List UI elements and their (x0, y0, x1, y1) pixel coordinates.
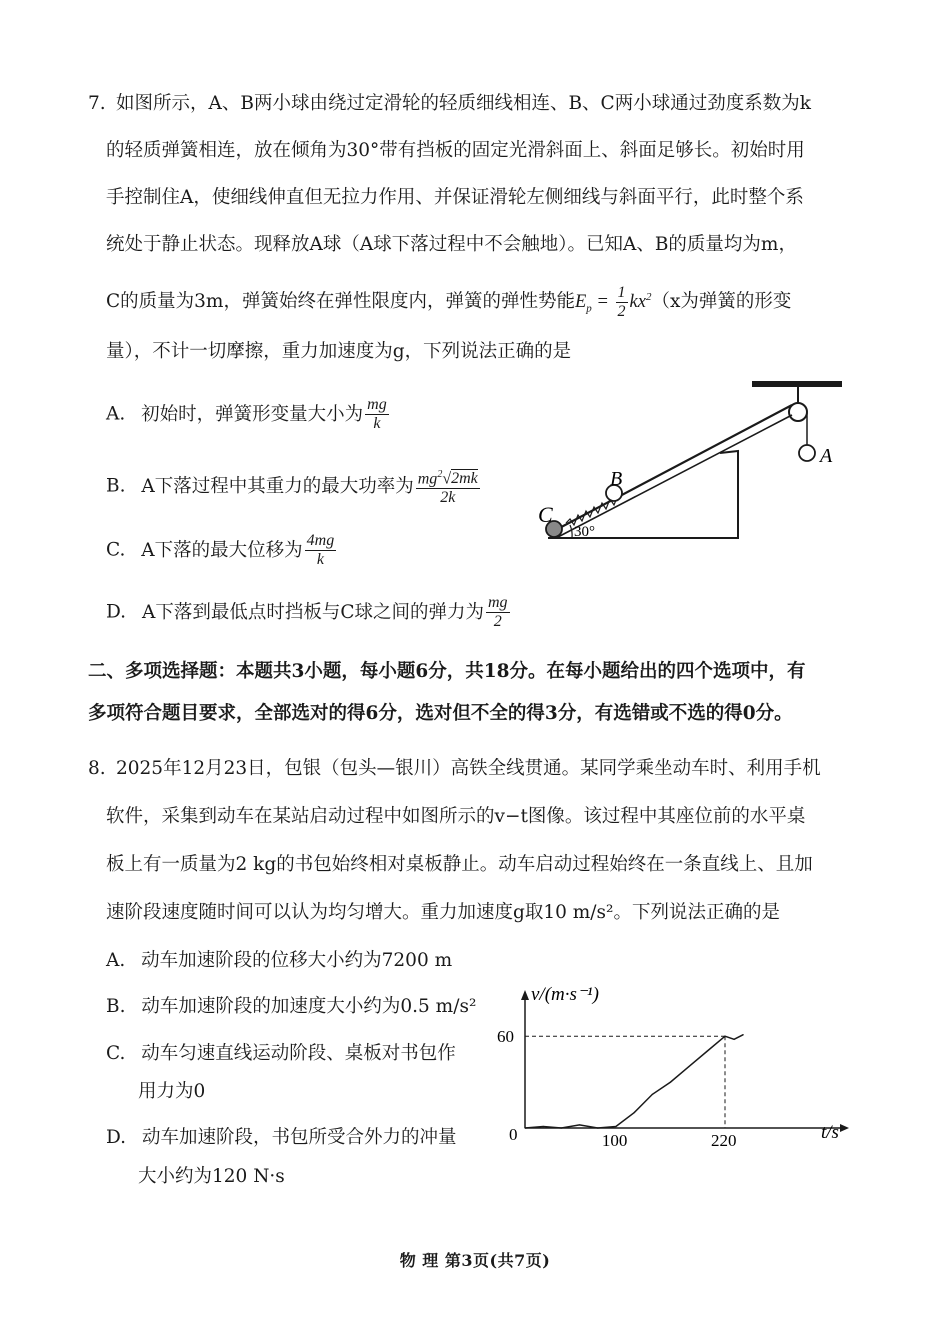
data-point (633, 1112, 634, 1113)
q7-stem-line-6: 量），不计一切摩擦，重力加速度为g，下列说法正确的是 (106, 341, 572, 362)
frac-den: k (373, 415, 381, 432)
label-c: C (538, 502, 553, 527)
option-text: 动车匀速直线运动阶段、桌板对书包作 (141, 1043, 456, 1064)
option-label: A. (106, 403, 126, 425)
ep-equals: = (591, 291, 614, 312)
data-point (561, 1127, 562, 1128)
series-line-v (525, 1035, 743, 1128)
x-axis-arrow-icon (840, 1124, 849, 1132)
ep-kx: kx (629, 291, 646, 312)
option-text: 初始时，弹簧形变量大小为 (141, 403, 364, 425)
q8-option-b[interactable] (106, 995, 476, 1019)
option-label: C. (106, 1043, 126, 1064)
incline-top-line (550, 405, 792, 533)
frac-num: 4mg (306, 532, 335, 549)
q7-stem-line-3: 手控制住A，使细线伸直但无拉力作用、并保证滑轮左侧细线与斜面平行，此时整个系 (106, 187, 804, 208)
frac-num: mg (367, 396, 387, 413)
q7-stem-line-5 (106, 284, 791, 321)
data-point (670, 1082, 671, 1083)
angle-arc (570, 525, 572, 538)
q8-option-d[interactable] (106, 1126, 456, 1150)
q8-stem-line-1: 2025年12月23日，包银（包头—银川）高铁全线贯通。某同学乘坐动车时、利用手机 (116, 758, 821, 779)
data-point (543, 1126, 544, 1127)
q8-vt-chart (495, 978, 855, 1153)
frac-num: mg (417, 470, 438, 488)
frac-den: 2k (440, 489, 456, 507)
q7-stem-line-4: 统处于静止状态。现释放A球（A球下落过程中不会触地）。已知A、B的质量均为m， (106, 234, 797, 255)
option-label: C. (106, 539, 126, 561)
section2-line-2: 多项符合题目要求，全部选对的得6分，选对但不全的得3分，有选错或不选的得0分。 (88, 703, 793, 724)
q8-option-d-line-2: 大小约为120 N·s (138, 1166, 285, 1187)
ep-formula (574, 284, 652, 320)
q7-stem-line-5-tail: （x为弹簧的形变 (651, 290, 792, 312)
page-footer: 物 理 第3页(共7页) (399, 1251, 551, 1270)
incline-string (558, 415, 792, 537)
ep-subscript: p (586, 302, 592, 315)
q7-option-c[interactable] (106, 532, 338, 569)
data-point (724, 1036, 725, 1037)
y-tick-label: 60 (497, 1027, 514, 1047)
ep-symbol: E (574, 291, 587, 312)
option-text: 动车加速阶段的加速度大小约为0.5 m/s² (141, 996, 477, 1017)
option-label: A. (106, 950, 126, 971)
ep-frac-den: 2 (617, 303, 626, 320)
q8-stem-line-4: 速阶段速度随时间可以认为均匀增大。重力加速度g取10 m/s²。下列说法正确的是 (106, 902, 780, 923)
x-tick-label: 100 (601, 1131, 628, 1150)
q8-number: 8. (88, 758, 106, 779)
x-axis-label: t/s (821, 1122, 839, 1143)
data-point (733, 1039, 734, 1040)
q7-stem-line-5-text: C的质量为3m，弹簧始终在弹性限度内，弹簧的弹性势能 (106, 290, 575, 312)
ball-a (799, 445, 815, 461)
option-label: B. (106, 475, 126, 497)
data-point (524, 1127, 525, 1128)
data-point (579, 1124, 580, 1125)
x-tick-label: 220 (711, 1131, 737, 1150)
q7-option-d[interactable] (106, 594, 512, 631)
frac-num-power: 2 (437, 469, 443, 480)
option-text: A下落的最大位移为 (141, 539, 303, 561)
q7-stem-line-2: 的轻质弹簧相连，放在倾角为30°带有挡板的固定光滑斜面上、斜面足够长。初始时用 (106, 140, 805, 161)
data-point (652, 1094, 653, 1095)
option-text: A下落到最低点时挡板与C球之间的弹力为 (141, 601, 484, 623)
section2-line-1: 二、多项选择题：本题共3小题，每小题6分，共18分。在每小题给出的四个选项中，有 (88, 661, 806, 682)
frac-num: mg (487, 594, 508, 611)
q7-option-b[interactable]: B. A下落过程中其重力的最大功率为 $\frac{mg^2√2mk}{2k}$ (106, 466, 482, 507)
q8-stem-line-3: 板上有一质量为2 kg的书包始终相对桌板静止。动车启动过程始终在一条直线上、且加 (106, 854, 813, 875)
q8-option-c-line-2: 用力为0 (138, 1081, 206, 1102)
q7-option-a[interactable] (106, 396, 391, 433)
frac-den: k (316, 551, 324, 568)
data-point (615, 1126, 616, 1127)
option-text: 动车加速阶段的位移大小约为7200 m (141, 950, 453, 971)
label-b: B (610, 468, 623, 490)
series-group (524, 1034, 743, 1128)
label-a: A (820, 445, 833, 467)
option-text: 动车加速阶段，书包所受合外力的冲量 (141, 1127, 457, 1148)
option-label: D. (106, 1127, 127, 1148)
option-label: D. (106, 601, 127, 623)
origin-label: 0 (509, 1125, 518, 1144)
ceiling-bar (752, 381, 842, 387)
option-label: B. (106, 996, 126, 1017)
q7-stem-line-1: 如图所示，A、B两小球由绕过定滑轮的轻质细线相连、B、C两小球通过劲度系数为k (116, 93, 811, 114)
q7-number: 7. (88, 93, 106, 114)
angle-label: 30° (574, 524, 595, 540)
ep-power: 2 (645, 290, 652, 303)
data-point (597, 1127, 598, 1128)
data-point (743, 1034, 744, 1035)
q8-stem-line-2: 软件，采集到动车在某站启动过程中如图所示的v−t图像。该过程中其座位前的水平桌 (106, 806, 806, 827)
y-axis-label: v/(m·s⁻¹) (531, 984, 599, 1005)
frac-den: 2 (493, 613, 502, 630)
y-axis-arrow-icon (521, 990, 529, 1000)
tick-group (497, 1027, 737, 1150)
data-point (706, 1051, 707, 1052)
data-point (688, 1066, 689, 1067)
sqrt-content: 2mk (451, 470, 478, 488)
q8-option-c[interactable] (106, 1042, 456, 1066)
q8-option-a[interactable] (106, 949, 452, 973)
q7-incline-figure (530, 375, 850, 550)
option-text: A下落过程中其重力的最大功率为 (141, 475, 414, 497)
ep-frac-num: 1 (617, 284, 626, 301)
